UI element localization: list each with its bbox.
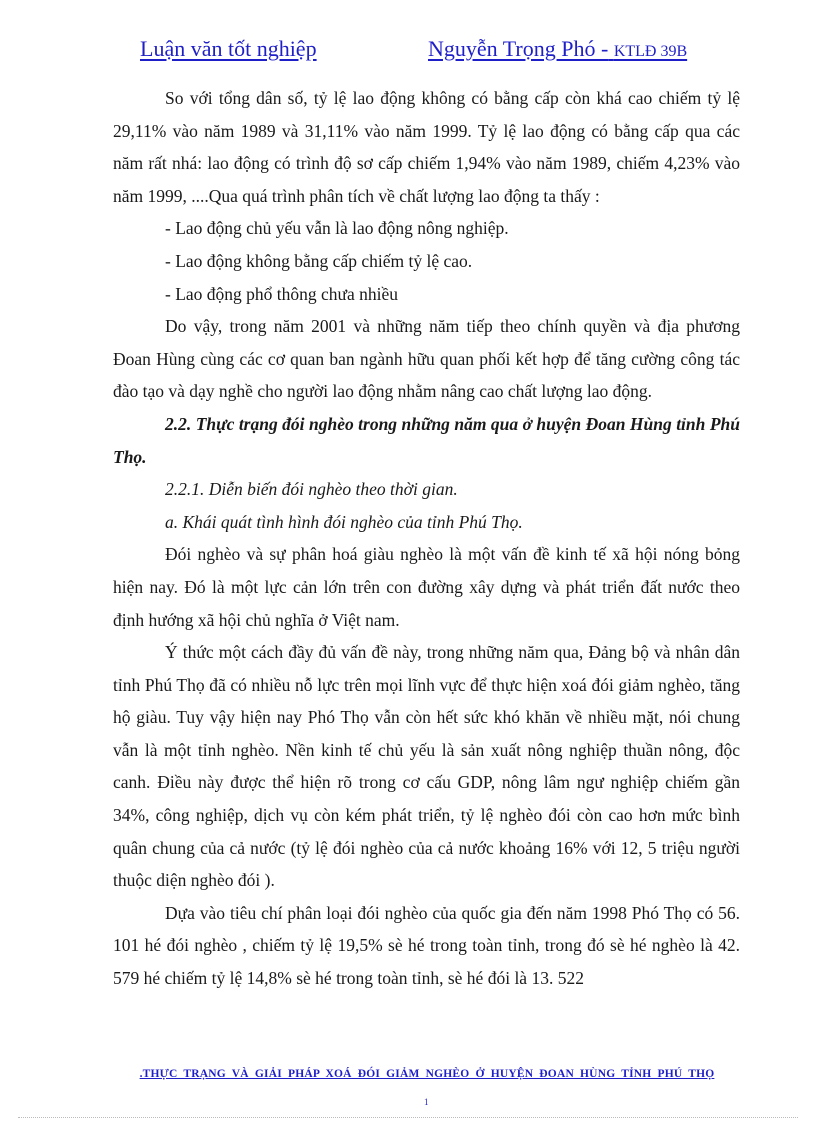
bullet-item: - Lao động không bằng cấp chiếm tỷ lệ cao. bbox=[165, 250, 473, 271]
paragraph-labor-qualification: So với tổng dân số, tỷ lệ lao động không có bằng cấp còn khá cao chiếm tỷ lệ 29,11% vào năm 1989 và 31,11% vào năm 1999. Tỷ lệ lao động có bằng cấp qua các năm rất nhá: lao động có trình độ sơ cấp chiếm 1,94% vào năm 1989, chiếm 4,23% vào năm 1999, ....Qua quá trình phân tích về chất lượng lao động ta thấy : bbox=[113, 88, 740, 206]
header-title: Luận văn tốt nghiệp bbox=[140, 36, 317, 61]
paragraph-conclusion: Do vậy, trong năm 2001 và những năm tiếp theo chính quyền và địa phương Đoan Hùng cùng các cơ quan ban ngành hữu quan phối kết hợp để tăng cường công tác đào tạo và dạy nghề cho người lao động nhằm nâng cao chất lượng lao động. bbox=[113, 316, 740, 402]
bullet-item: - Lao động phổ thông chưa nhiều bbox=[165, 283, 399, 304]
header-author bbox=[428, 36, 687, 62]
paragraph-poverty-intro: Đói nghèo và sự phân hoá giàu nghèo là một vấn đề kinh tế xã hội nóng bỏng hiện nay. Đó là một lực cản lớn trên con đường xây dựng và phát triển đất nước theo định hướng xã hội chủ nghĩa ở Việt nam. bbox=[113, 544, 740, 630]
header-author-name: Nguyễn Trọng Phó - bbox=[428, 36, 609, 61]
subsubsection-heading: a. Khái quát tình hình đói nghèo của tỉnh Phú Thọ. bbox=[165, 511, 523, 532]
paragraph-poverty-stats: Dựa vào tiêu chí phân loại đói nghèo của quốc gia đến năm 1998 Phó Thọ có 56. 101 hé đói nghèo , chiếm tỷ lệ 19,5% sè hé trong toàn tỉnh, trong đó sè hé nghèo là 42. 579 hé chiếm tỷ lệ 14,8% sè hé trong toàn tỉnh, sè hé đói là 13. 522 bbox=[113, 902, 740, 989]
bullet-item: - Lao động chủ yếu vẫn là lao động nông nghiệp. bbox=[165, 218, 509, 239]
document-body bbox=[113, 82, 740, 995]
bottom-divider bbox=[18, 1117, 798, 1118]
header-class-code: KTLĐ 39B bbox=[613, 43, 688, 60]
page-header bbox=[140, 36, 740, 68]
page-number: 1 bbox=[424, 1097, 429, 1107]
page-footer: .THỰC TRẠNG VÀ GIẢI PHÁP XOÁ ĐÓI GIẢM NGHÈO Ở HUYỆN ĐOAN HÙNG TỈNH PHÚ THỌ bbox=[139, 1068, 715, 1080]
subsection-heading: 2.2.1. Diễn biến đói nghèo theo thời gian. bbox=[165, 479, 458, 500]
paragraph-poverty-phutho: Ý thức một cách đầy đủ vấn đề này, trong những năm qua, Đảng bộ và nhân dân tỉnh Phú Thọ đã có nhiều nỗ lực trên mọi lĩnh vực để thực hiện xoá đói giảm nghèo, tăng hộ giàu. Tuy vậy hiện nay Phó Thọ vẫn còn hết sức khó khăn về nhiều mặt, nói chung vẫn là một tỉnh nghèo. Nền kinh tế chủ yếu là sản xuất nông nghiệp thuần nông, độc canh. Điều này được thể hiện rõ trong cơ cấu GDP, nông lâm ngư nghiệp chiếm gần 34%, công nghiệp, dịch vụ còn kém phát triển, tỷ lệ nghèo đói còn cao hơn mức bình quân chung của cả nước (tỷ lệ đói nghèo của cả nước khoảng 16% với 12, 5 triệu người thuộc diện nghèo đói ). bbox=[113, 642, 740, 891]
section-heading: 2.2. Thực trạng đói nghèo trong những năm qua ở huyện Đoan Hùng tỉnh Phú Thọ. bbox=[113, 413, 740, 467]
